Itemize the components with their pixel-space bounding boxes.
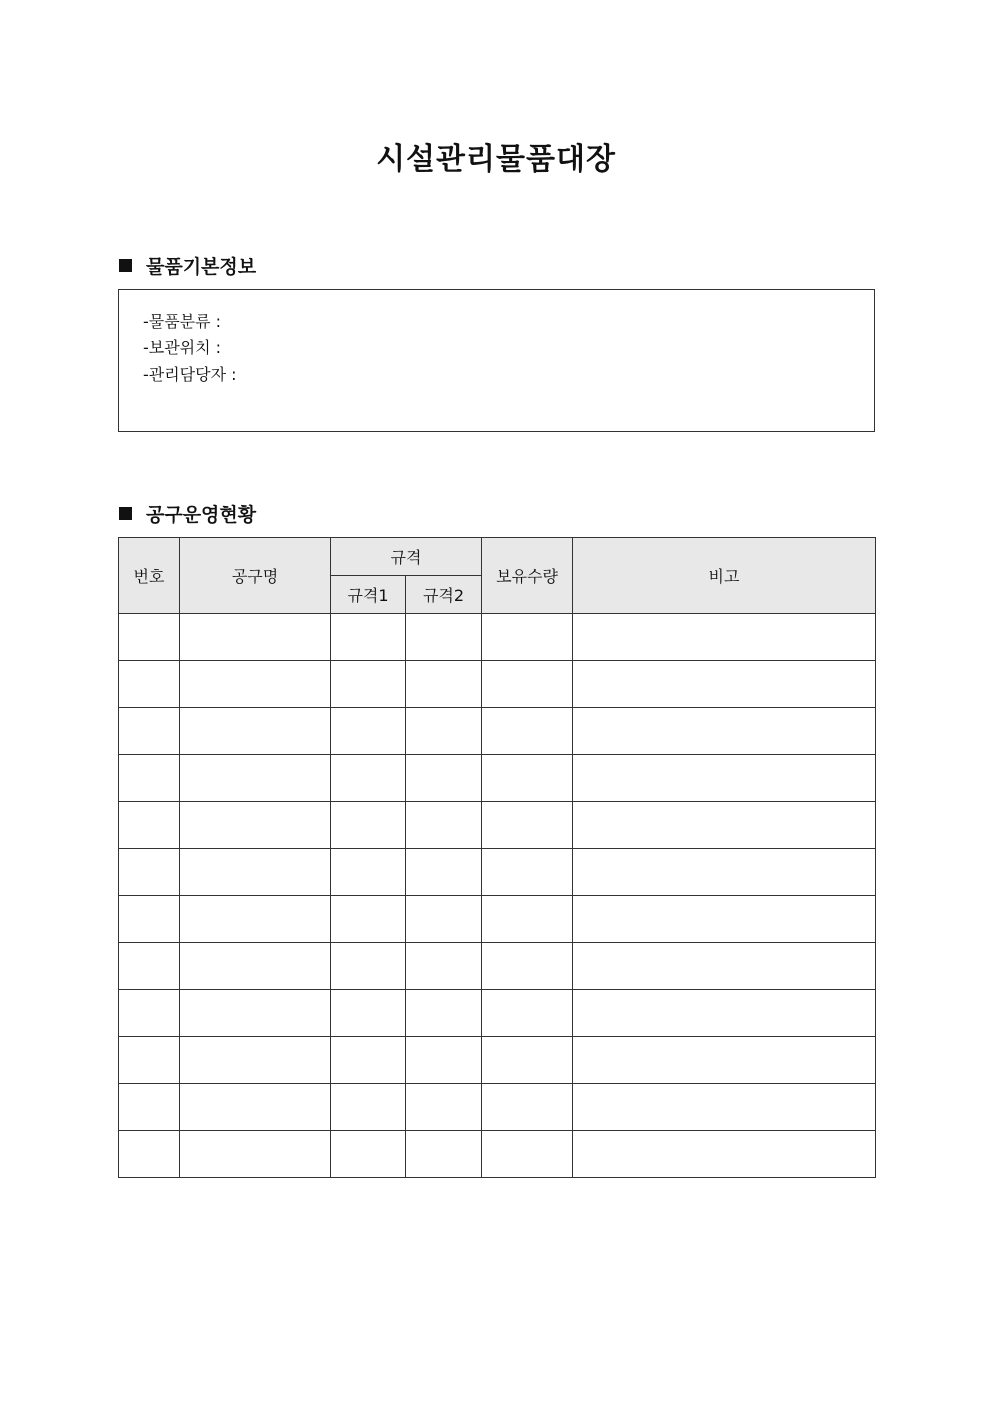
cell-spec1[interactable] — [331, 708, 406, 755]
cell-number[interactable] — [119, 708, 180, 755]
cell-number[interactable] — [119, 990, 180, 1037]
cell-spec2[interactable] — [406, 1131, 482, 1178]
cell-spec1[interactable] — [331, 802, 406, 849]
cell-spec1[interactable] — [331, 614, 406, 661]
cell-quantity[interactable] — [482, 990, 573, 1037]
cell-remarks[interactable] — [573, 802, 876, 849]
cell-remarks[interactable] — [573, 943, 876, 990]
cell-spec2[interactable] — [406, 1037, 482, 1084]
cell-number[interactable] — [119, 755, 180, 802]
table-row — [119, 943, 876, 990]
table-row — [119, 1037, 876, 1084]
header-spec2: 규격2 — [406, 576, 482, 614]
cell-tool-name[interactable] — [180, 896, 331, 943]
cell-remarks[interactable] — [573, 614, 876, 661]
cell-tool-name[interactable] — [180, 755, 331, 802]
cell-spec1[interactable] — [331, 943, 406, 990]
cell-spec2[interactable] — [406, 849, 482, 896]
cell-spec1[interactable] — [331, 1037, 406, 1084]
cell-quantity[interactable] — [482, 708, 573, 755]
cell-tool-name[interactable] — [180, 614, 331, 661]
section-heading-label: 공구운영현황 — [146, 503, 257, 526]
cell-quantity[interactable] — [482, 849, 573, 896]
cell-remarks[interactable] — [573, 661, 876, 708]
cell-number[interactable] — [119, 943, 180, 990]
cell-remarks[interactable] — [573, 849, 876, 896]
cell-remarks[interactable] — [573, 1131, 876, 1178]
cell-number[interactable] — [119, 614, 180, 661]
cell-spec2[interactable] — [406, 943, 482, 990]
cell-tool-name[interactable] — [180, 1037, 331, 1084]
cell-spec2[interactable] — [406, 802, 482, 849]
cell-remarks[interactable] — [573, 896, 876, 943]
table-row — [119, 661, 876, 708]
cell-spec2[interactable] — [406, 708, 482, 755]
cell-tool-name[interactable] — [180, 661, 331, 708]
document-title: 시설관리물품대장 — [376, 142, 616, 177]
table-row — [119, 755, 876, 802]
cell-spec2[interactable] — [406, 990, 482, 1037]
cell-remarks[interactable] — [573, 990, 876, 1037]
info-line-category: -물품분류 : — [143, 312, 222, 331]
cell-quantity[interactable] — [482, 1131, 573, 1178]
header-number: 번호 — [119, 538, 180, 614]
cell-number[interactable] — [119, 1084, 180, 1131]
cell-spec1[interactable] — [331, 755, 406, 802]
table-row — [119, 1131, 876, 1178]
cell-tool-name[interactable] — [180, 708, 331, 755]
cell-remarks[interactable] — [573, 708, 876, 755]
black-square-icon — [119, 507, 132, 520]
cell-spec1[interactable] — [331, 896, 406, 943]
cell-tool-name[interactable] — [180, 1131, 331, 1178]
cell-quantity[interactable] — [482, 896, 573, 943]
cell-number[interactable] — [119, 1037, 180, 1084]
info-line-location: -보관위치 : — [143, 338, 222, 357]
cell-quantity[interactable] — [482, 755, 573, 802]
table-row — [119, 614, 876, 661]
cell-spec1[interactable] — [331, 1131, 406, 1178]
cell-spec1[interactable] — [331, 661, 406, 708]
info-line-manager: -관리담당자 : — [143, 365, 237, 384]
cell-spec2[interactable] — [406, 755, 482, 802]
cell-number[interactable] — [119, 661, 180, 708]
cell-quantity[interactable] — [482, 1084, 573, 1131]
cell-quantity[interactable] — [482, 614, 573, 661]
table-row — [119, 708, 876, 755]
header-spec1: 규격1 — [331, 576, 406, 614]
cell-spec1[interactable] — [331, 1084, 406, 1131]
cell-spec1[interactable] — [331, 849, 406, 896]
cell-number[interactable] — [119, 802, 180, 849]
cell-remarks[interactable] — [573, 1084, 876, 1131]
tool-table-body — [119, 614, 876, 1178]
cell-tool-name[interactable] — [180, 943, 331, 990]
section-heading-basic-info — [119, 251, 256, 279]
cell-spec2[interactable] — [406, 614, 482, 661]
cell-remarks[interactable] — [573, 755, 876, 802]
cell-number[interactable] — [119, 849, 180, 896]
cell-quantity[interactable] — [482, 802, 573, 849]
cell-number[interactable] — [119, 1131, 180, 1178]
cell-tool-name[interactable] — [180, 1084, 331, 1131]
cell-tool-name[interactable] — [180, 802, 331, 849]
basic-info-box — [118, 289, 875, 432]
cell-quantity[interactable] — [482, 943, 573, 990]
table-row — [119, 1084, 876, 1131]
cell-remarks[interactable] — [573, 1037, 876, 1084]
cell-quantity[interactable] — [482, 661, 573, 708]
table-row — [119, 896, 876, 943]
header-remarks: 비고 — [573, 538, 876, 614]
cell-spec2[interactable] — [406, 1084, 482, 1131]
cell-tool-name[interactable] — [180, 849, 331, 896]
cell-tool-name[interactable] — [180, 990, 331, 1037]
cell-spec2[interactable] — [406, 896, 482, 943]
cell-quantity[interactable] — [482, 1037, 573, 1084]
cell-spec2[interactable] — [406, 661, 482, 708]
black-square-icon — [119, 259, 132, 272]
table-row — [119, 849, 876, 896]
table-row — [119, 990, 876, 1037]
header-tool-name: 공구명 — [180, 538, 331, 614]
cell-spec1[interactable] — [331, 990, 406, 1037]
tool-status-table — [118, 537, 876, 1178]
header-spec: 규격 — [331, 538, 482, 576]
header-quantity: 보유수량 — [482, 538, 573, 614]
table-row — [119, 802, 876, 849]
cell-number[interactable] — [119, 896, 180, 943]
section-heading-label: 물품기본정보 — [146, 255, 257, 278]
section-heading-tool-status — [119, 499, 256, 527]
